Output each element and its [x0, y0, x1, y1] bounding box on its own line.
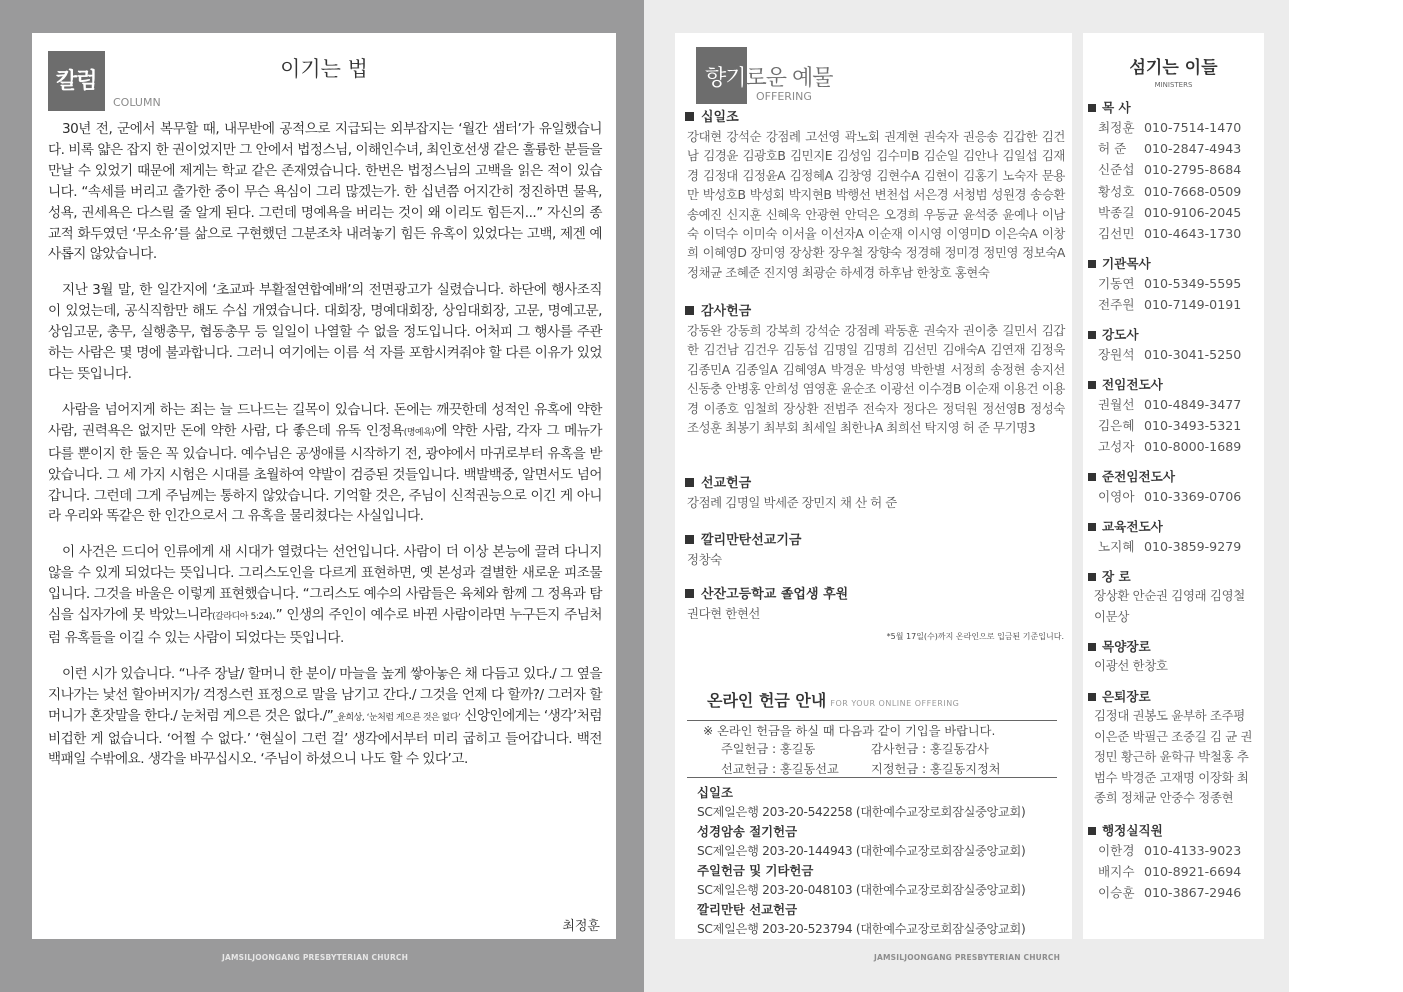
minister-name: 이승훈	[1098, 885, 1135, 901]
minister-phone: 010-9106-2045	[1144, 204, 1242, 220]
role-associate-evangelist	[1088, 468, 1258, 507]
role-heading	[1088, 255, 1258, 273]
section-title: 깔리만탄선교기금	[701, 533, 802, 548]
square-bullet-icon	[1088, 381, 1096, 389]
minister-name: 김은혜	[1098, 418, 1135, 434]
role-heading	[1088, 99, 1258, 117]
role-retired-elders	[1088, 688, 1258, 809]
online-offering-instructions: ※ 온라인 헌금을 하실 때 다음과 같이 기입을 바랍니다.	[703, 724, 996, 738]
account-info: SC제일은행 203-20-523794 (대한예수교장로회잠실중앙교회)	[697, 921, 1026, 936]
offering-title	[705, 61, 833, 92]
minister-row	[1088, 861, 1258, 882]
minister-row	[1088, 223, 1258, 244]
elder-names: 김정대 권봉도 윤부하 조주평 이은준 박필근 조중길 김 균 권정민 황근하 윤학규 박철홍 추범수 박경준 고재명 이장화 최종희 정채균 안중수 정종현	[1094, 708, 1253, 805]
role-title: 기관목사	[1102, 256, 1151, 271]
paragraph-text: 이 사건은 드디어 인류에게 새 시대가 열렸다는 선언입니다. 사람이 더 이상 본능에 끌려 다니지 않을 수 있게 되었다는 뜻입니다. 그리스도인을 다르게 표현하면, 옛 본성과 결별한 새로운 피조물입니다. 그것을 바울은 이렇게 표현했습니다. “그리스도 예수의 사람들은 육체와 함께 그 정욕과 탐심을 십자가에 못 박았느니라	[48, 544, 602, 624]
account-name: 십일조	[697, 785, 733, 800]
square-bullet-icon	[1088, 331, 1096, 339]
square-bullet-icon	[1088, 104, 1096, 112]
minister-name: 노지혜	[1098, 539, 1135, 554]
column-paragraph	[48, 542, 602, 649]
minister-row	[1088, 882, 1258, 903]
role-preacher	[1088, 326, 1258, 365]
minister-row	[1088, 117, 1258, 138]
paragraph-text: 이런 시가 있습니다. “나주 장날/ 할머니 한 분이/ 마늘을 높게 쌓아놓은 채 다듬고 있다./ 그 옆을 지나가는 낯선 할아버지가/ 걱정스런 표정으로 말을 남기고 간다./ 그것을 언제 다 할까?/ 그러자 할머니가 혼잣말을 한다./ 눈처럼 게으른 것은 없다./”	[48, 665, 602, 724]
minister-name: 전주원	[1098, 297, 1135, 313]
column-card	[32, 33, 616, 939]
role-office-staff	[1088, 822, 1258, 904]
minister-row	[1088, 202, 1258, 223]
minister-name: 박종길	[1098, 204, 1135, 220]
square-bullet-icon	[685, 306, 694, 315]
square-bullet-icon	[1088, 573, 1096, 581]
role-heading	[1088, 518, 1258, 536]
role-title: 은퇴장로	[1102, 689, 1151, 704]
ministers-title-english: MINISTERS	[1154, 81, 1193, 89]
role-elders	[1088, 568, 1258, 627]
minister-row	[1088, 181, 1258, 202]
account-name: 깔리만탄 선교헌금	[697, 902, 798, 917]
square-bullet-icon	[685, 112, 694, 121]
offering-tag-english: OFFERING	[756, 90, 812, 103]
minister-name: 황성호	[1098, 183, 1135, 199]
minister-phone: 010-8921-6694	[1144, 864, 1242, 880]
role-title: 준전임전도사	[1102, 469, 1175, 484]
offering-section-thanks	[685, 303, 1065, 437]
minister-name: 최정훈	[1098, 120, 1135, 135]
role-title: 목 사	[1102, 100, 1131, 115]
online-offering-title-english: FOR YOUR ONLINE OFFERING	[830, 699, 960, 708]
offering-section-mission	[685, 475, 1065, 512]
elder-names: 장상환 안순권 김영래 김영철 이문상	[1094, 588, 1245, 624]
paragraph-text: 에 약한 사람, 각자 그 메뉴가 다를 뿐이지 한 둘은 꼭 있습니다. 예수님은 공생애를 시작하기 전, 광야에서 마귀로부터 유혹을 받았습니다. 그 세 가지 시험은 시대를 초월하여 약발이 검증된 것들입니다. 백발백중, 알면서도 넘어갑니다. 그런데 그게 주님께는 통하지 않았습니다. 기억할 것은, 주님이 신적권능으로 이긴 게 아니라 우리와 똑같은 한 인간으로서 그 유혹을 물리쳤다는 사실입니다.	[48, 422, 603, 525]
column-paragraph	[48, 400, 602, 527]
example-entry: 선교헌금 : 홍길동선교	[721, 761, 839, 776]
minister-name: 김선민	[1098, 226, 1135, 242]
minister-row	[1088, 436, 1258, 457]
offering-card	[675, 33, 1072, 939]
column-body	[48, 119, 602, 785]
offering-section-tithe	[685, 109, 1065, 282]
square-bullet-icon	[1088, 827, 1096, 835]
elder-names: 이광선 한창호	[1094, 658, 1168, 673]
role-heading	[1088, 468, 1258, 486]
scripture-reference: (갈라디아 5:24)	[212, 612, 272, 623]
account-name: 주일헌금 및 기타헌금	[697, 863, 814, 878]
minister-name: 신준섭	[1098, 162, 1135, 178]
example-entry: 지정헌금 : 홍길동지정처	[871, 761, 1001, 776]
section-title: 선교헌금	[701, 476, 752, 491]
offering-title-rest: 로운 예물	[745, 66, 833, 91]
online-offering-heading	[707, 688, 959, 711]
online-offering-title: 온라인 헌금 안내	[707, 691, 827, 710]
minister-name: 배지수	[1098, 864, 1135, 880]
role-pastors	[1088, 99, 1258, 244]
section-heading	[685, 109, 1065, 127]
account-info: SC제일은행 203-20-144943 (대한예수교장로회잠실중앙교회)	[697, 843, 1026, 858]
square-bullet-icon	[1088, 260, 1096, 268]
ministers-title: 섬기는 이들	[1129, 58, 1218, 78]
role-heading	[1088, 688, 1258, 706]
account-info: SC제일은행 203-20-542258 (대한예수교장로회잠실중앙교회)	[697, 804, 1026, 819]
donor-names: 권다현 한현선	[687, 606, 760, 621]
role-institutional-pastors	[1088, 255, 1258, 315]
divider	[687, 720, 1057, 721]
column-tag: 칼럼	[48, 51, 105, 111]
minister-row	[1088, 840, 1258, 861]
section-title: 감사헌금	[701, 304, 752, 319]
minister-name: 이영아	[1098, 489, 1135, 504]
minister-phone: 010-8000-1689	[1144, 439, 1242, 455]
minister-phone: 010-3493-5321	[1144, 418, 1242, 434]
minister-name: 고성자	[1098, 439, 1135, 455]
ministers-card	[1083, 33, 1264, 939]
minister-row	[1088, 344, 1258, 365]
role-education-evangelist	[1088, 518, 1258, 557]
online-offering-examples	[721, 740, 1051, 779]
minister-phone: 010-7668-0509	[1144, 183, 1242, 199]
offering-note: *5월 17일(수)까지 온라인으로 입금된 기준입니다.	[886, 632, 1064, 641]
square-bullet-icon	[685, 535, 694, 544]
donor-names: 강동완 강동희 강복희 강석순 강점례 곽동훈 권숙자 권이충 길민서 김갑한 김건남 김건우 김동섭 김명일 김명희 김선민 김애숙A 김연재 김정욱 김종민A 김종일A 김혜영A 박경운 박성영 박한별 서정희 송정현 송지선 신동충 안병홍 안희성 염영훈 윤순조 이광선 이수경B 이순재 이용건 이용경 이종호 임철희 장상환 전범주 전숙자 정다은 정덕원 정선영B 정성숙 조성훈 최봉기 최부회 최세일 최한나A 최희선 탁지영 허 준 무기명3	[687, 323, 1065, 436]
minister-name: 장원석	[1098, 347, 1135, 362]
footer-church-name-left: JAMSILJOONGANG PRESBYTERIAN CHURCH	[222, 953, 409, 962]
donor-names: 강점례 김명일 박세준 장민지 채 산 허 준	[687, 495, 897, 510]
role-title: 장 로	[1102, 569, 1131, 584]
role-heading	[1088, 822, 1258, 840]
paragraph-text: 사람을 넘어지게 하는 죄는 늘 드나드는 길목이 있습니다. 돈에는 깨끗한데 성적인 유혹에 약한 사람, 권력욕은 없지만 돈에 약한 사람, 다 좋은데 유독 인정욕	[48, 401, 602, 439]
minister-row	[1088, 486, 1258, 507]
account-name: 성경암송 절기헌금	[697, 824, 798, 839]
square-bullet-icon	[685, 589, 694, 598]
bank-accounts	[697, 783, 1057, 939]
minister-row	[1088, 138, 1258, 159]
column-author: 최정훈	[562, 919, 600, 934]
section-heading	[685, 303, 1065, 321]
account-info: SC제일은행 203-20-048103 (대한예수교장로회잠실중앙교회)	[697, 882, 1026, 897]
donor-names: 정창숙	[687, 552, 722, 567]
minister-row	[1088, 394, 1258, 415]
column-title: 이기는 법	[280, 57, 368, 81]
offering-section-kalimantan	[685, 532, 1065, 569]
minister-phone: 010-3867-2946	[1144, 885, 1242, 901]
role-title: 목양장로	[1102, 639, 1151, 654]
footer-church-name-right: JAMSILJOONGANG PRESBYTERIAN CHURCH	[874, 953, 1061, 962]
role-pastoral-elders	[1088, 638, 1258, 677]
section-heading	[685, 532, 1065, 550]
minister-phone: 010-7149-0191	[1144, 297, 1242, 313]
minister-row	[1088, 273, 1258, 294]
minister-phone: 010-3369-0706	[1144, 489, 1242, 504]
minister-row	[1088, 415, 1258, 436]
column-paragraph	[48, 664, 602, 771]
minister-name: 허 준	[1098, 141, 1127, 157]
minister-phone: 010-4849-3477	[1144, 397, 1242, 412]
role-title: 전임전도사	[1102, 377, 1163, 392]
minister-phone: 010-2847-4943	[1144, 141, 1242, 157]
section-title: 산잔고등학교 졸업생 후원	[701, 587, 849, 602]
square-bullet-icon	[1088, 473, 1096, 481]
minister-phone: 010-7514-1470	[1144, 120, 1242, 135]
example-entry: 주일헌금 : 홍길동	[721, 742, 816, 756]
offering-section-school	[685, 586, 1065, 623]
poem-source: _윤희상, ‘눈처럼 게으른 것은 없다’	[333, 712, 461, 723]
square-bullet-icon	[1088, 693, 1096, 701]
role-heading	[1088, 568, 1258, 586]
section-heading	[685, 475, 1065, 493]
role-full-time-evangelists	[1088, 376, 1258, 458]
column-tag-english: COLUMN	[113, 96, 161, 109]
section-heading	[685, 586, 1065, 604]
square-bullet-icon	[1088, 523, 1096, 531]
example-entry: 감사헌금 : 홍길동감사	[871, 742, 989, 756]
minister-name: 이한경	[1098, 843, 1135, 858]
minister-name: 기동연	[1098, 276, 1135, 291]
minister-row	[1088, 159, 1258, 180]
divider	[687, 777, 1057, 778]
page-margin	[1289, 0, 1403, 992]
square-bullet-icon	[685, 478, 694, 487]
section-title: 십일조	[701, 110, 739, 125]
role-heading	[1088, 326, 1258, 344]
minister-row	[1088, 294, 1258, 315]
role-heading	[1088, 638, 1258, 656]
square-bullet-icon	[1088, 643, 1096, 651]
minister-phone: 010-4643-1730	[1144, 226, 1242, 242]
role-heading	[1088, 376, 1258, 394]
minister-row	[1088, 536, 1258, 557]
role-title: 교육전도사	[1102, 519, 1163, 534]
offering-title-highlight: 향기	[705, 66, 746, 91]
column-paragraph: 지난 3월 말, 한 일간지에 ‘초교파 부활절연합예배’의 전면광고가 실렸습니다. 하단에 행사조직이 있었는데, 공식직함만 해도 수십 개였습니다. 대회장, 명예대회장, 상임대회장, 고문, 명예고문, 상임고문, 총무, 실행총무, 협동총무 등 일일이 나열할 수 없을 정도입니다. 어처피 그 행사를 주관하는 사람은 몇 명에 불과합니다. 그러니 여기에는 이름 석 자를 포함시켜줘야 할 다른 이유가 있었다는 뜻입니다.	[48, 282, 602, 382]
role-title: 강도사	[1102, 327, 1139, 342]
minister-phone: 010-2795-8684	[1144, 162, 1242, 178]
minister-phone: 010-3041-5250	[1144, 347, 1242, 362]
minister-phone: 010-4133-9023	[1144, 843, 1242, 858]
role-title: 행정실직원	[1102, 823, 1163, 838]
donor-names: 강대현 강석순 강점례 고선영 곽노회 권계현 권숙자 권응송 김갑한 김건남 김경윤 김광호B 김민지E 김성임 김수미B 김순일 김안나 김일섭 김재경 김정대 김정윤A 김정혜A 김창영 김현수A 김현이 김홍기 노숙자 문용만 박성호B 박성회 박지현B 박행선 변천섭 서은경 서청범 성원경 송승환 송예진 신지훈 신혜욱 안광현 안덕은 오경희 우동균 윤석중 윤예나 이남숙 이덕수 이미숙 이서율 이선자A 이순재 이시영 이영미D 이은숙A 이창희 이혜영D 장미영 장상환 장우철 장향숙 정경해 정미경 정민영 정보숙A 정채균 조혜준 진지영 최광순 하세경 하후남 한창호 홍현숙	[687, 129, 1065, 280]
minister-phone: 010-5349-5595	[1144, 276, 1242, 291]
column-paragraph: 30년 전, 군에서 복무할 때, 내무반에 공적으로 지급되는 외부잡지는 ‘월간 샘터’가 유일했습니다. 비록 얇은 잡지 한 권이었지만 그 안에서 법정스님, 이해인수녀, 최인호선생 같은 훌륭한 분들을 만날 수 있었기 때문에 제게는 학교 같은 존재였습니다. 한번은 법정스님의 고백을 읽은 적이 있습니다. “속세를 버리고 출가한 중이 무슨 욕심이 그리 많겠는가. 한 십년쯤 어지간히 정진하면 물욕, 성욕, 권세욕은 다스릴 줄 알게 된다. 그런데 명예욕을 버리는 것이 왜 이리도 힘든지...” 자신의 종교적 화두였던 ‘무소유’를 삶으로 구현했던 그분조차 내려놓기 힘든 유혹이 있었다는 고백, 제겐 예사롭지 않았습니다.	[48, 121, 602, 263]
paragraph-text: 신앙인에게는 ‘생각’처럼 비겁한 게 없습니다. ‘어쩔 수 없다.’ ‘현실이 그런 걸’ 생각에서부터 미리 굽히고 들어갑니다. 백전백패일 수밖에요. 생각을 바꾸십시오. ‘주님이 하셨으니 나도 할 수 있다’고.	[48, 707, 602, 768]
minister-name: 권월선	[1098, 397, 1135, 412]
paragraph-text: .” 인생의 주인이 예수로 바뀐 사람이라면 누구든지 주님처럼 유혹들을 이길 수 있는 사람이 되었다는 뜻입니다.	[48, 607, 603, 646]
inline-annotation: (명예욕)	[403, 427, 435, 438]
minister-phone: 010-3859-9279	[1144, 539, 1242, 554]
